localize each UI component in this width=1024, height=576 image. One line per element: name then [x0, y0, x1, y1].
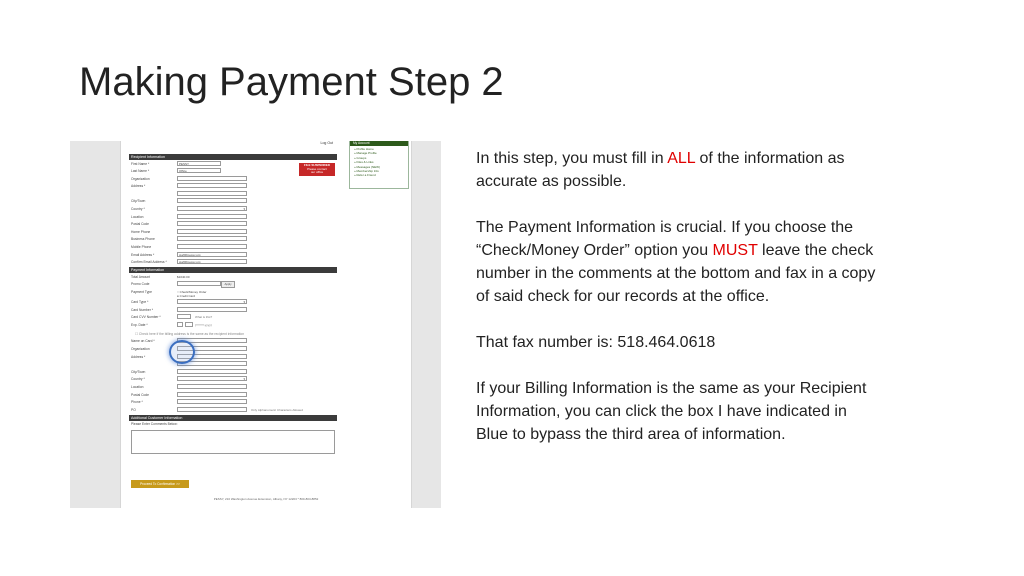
- account-sidebar: [349, 141, 409, 189]
- form-footer: PESSY, 210 Washington Avenue Extension, Albany, NY 12203 * 800-803-8852: [213, 497, 319, 501]
- field-input[interactable]: [177, 221, 247, 226]
- payment-type-label: Payment Type: [131, 290, 153, 294]
- field-label: First Name *: [131, 161, 150, 166]
- field-input[interactable]: [177, 244, 247, 249]
- instruction-fax: That fax number is: 518.464.0618: [476, 334, 716, 351]
- billing-row: [129, 345, 337, 353]
- comments-label: Please Enter Comments Below:: [131, 422, 178, 427]
- field-input[interactable]: [177, 229, 247, 234]
- chevron-down-icon: ▾: [243, 207, 245, 212]
- field-label: Name on Card *: [131, 339, 155, 344]
- field-label: PO: [131, 407, 136, 412]
- field-label: Location: [131, 214, 144, 219]
- recipient-row: [129, 221, 337, 229]
- highlight-circle: [169, 340, 195, 364]
- sidebar-heading: My Account: [350, 141, 408, 146]
- form-screenshot: [70, 141, 441, 508]
- field-input[interactable]: PESSY: [177, 161, 221, 166]
- field-label: Location: [131, 384, 144, 389]
- field-input[interactable]: [177, 183, 247, 188]
- expiry-format: (YYYY-yyyy): [195, 322, 212, 327]
- po-note: Only Alphanumeric Characters Allowed: [251, 407, 303, 412]
- billing-row: [129, 399, 337, 407]
- field-input[interactable]: [177, 384, 247, 389]
- field-label: City/Town: [131, 369, 146, 374]
- field-input[interactable]: [177, 392, 247, 397]
- field-label: Country *: [131, 377, 145, 382]
- field-label: Postal Code: [131, 392, 149, 397]
- cvv-help-link[interactable]: What is this?: [195, 315, 213, 320]
- card-number-input[interactable]: [177, 307, 247, 312]
- field-input[interactable]: [177, 206, 247, 211]
- radio-check-money-order[interactable]: ○ Check/Money Order: [177, 289, 207, 294]
- sidebar-link[interactable]: » Profile Home: [354, 147, 374, 151]
- field-input[interactable]: [177, 407, 247, 412]
- recipient-heading: Recipient Information: [129, 154, 337, 160]
- billing-row: [129, 338, 337, 346]
- payment-heading: Payment Information: [129, 267, 337, 273]
- additional-heading: Additional Customer Information: [129, 415, 337, 421]
- field-input[interactable]: Office: [177, 168, 221, 173]
- recipient-row: [129, 183, 337, 191]
- field-label: Business Phone: [131, 237, 155, 242]
- billing-row: [129, 353, 337, 361]
- apply-button[interactable]: Apply: [221, 281, 235, 288]
- total-label: Total Amount: [131, 274, 151, 279]
- field-label: Address *: [131, 354, 146, 359]
- promo-label: Promo Code: [131, 282, 150, 287]
- billing-row: [129, 383, 337, 391]
- recipient-row: [129, 175, 337, 183]
- file-suspended-badge: FILE SUSPENDED Please contact our office: [299, 163, 335, 176]
- instruction-billing: If your Billing Information is the same as your Recipient Information, you can click the box I have indicated in Blue to bypass the third area of information.: [476, 380, 867, 443]
- cvv-label: Card CVV Number *: [131, 315, 161, 320]
- field-input[interactable]: [177, 214, 247, 219]
- sidebar-link[interactable]: » Manage Profile: [354, 151, 377, 156]
- billing-row: [129, 376, 337, 384]
- field-label: Last Name *: [131, 169, 150, 174]
- sidebar-link[interactable]: » Messages (NEW): [354, 164, 381, 169]
- field-input[interactable]: [177, 191, 247, 196]
- recipient-row: [129, 228, 337, 236]
- field-label: Country *: [131, 207, 145, 212]
- payment-form: [129, 141, 337, 454]
- field-label: City/Town: [131, 199, 146, 204]
- comments-textarea[interactable]: [131, 430, 335, 454]
- form-page: [120, 141, 412, 508]
- instructions: [476, 147, 876, 469]
- cvv-input[interactable]: [177, 314, 191, 319]
- field-label: Address *: [131, 184, 146, 189]
- card-type-select[interactable]: ▾: [177, 299, 247, 304]
- field-label: Home Phone: [131, 229, 151, 234]
- total-value: $1040.00: [177, 274, 190, 279]
- field-input[interactable]: [177, 399, 247, 404]
- chevron-down-icon: ▾: [243, 377, 245, 382]
- sidebar-link[interactable]: » Membership Info: [354, 169, 379, 174]
- field-input[interactable]: staff@pessy.org: [177, 259, 247, 264]
- recipient-row: [129, 206, 337, 214]
- instruction-all-fields: In this step, you must fill in ALL of the information as accurate as possible.: [476, 150, 845, 190]
- field-input[interactable]: staff@pessy.org: [177, 252, 247, 257]
- proceed-button[interactable]: Proceed To Confirmation >>: [131, 480, 189, 488]
- expiry-label: Exp. Date *: [131, 322, 148, 327]
- recipient-row: [129, 236, 337, 244]
- field-label: Postal Code: [131, 222, 149, 227]
- same-address-checkbox-label[interactable]: ☐ Check here if the billing address is the same as the recipient information: [135, 331, 245, 336]
- billing-row: [129, 368, 337, 376]
- expiry-year-input[interactable]: [185, 322, 193, 327]
- card-type-label: Card Type *: [131, 300, 149, 304]
- card-number-label: Card Number *: [131, 307, 153, 312]
- field-label: Email Address *: [131, 252, 155, 257]
- logout-link[interactable]: Log Out: [320, 141, 333, 145]
- sidebar-link[interactable]: » Refer a Friend: [354, 173, 376, 178]
- field-label: Mobile Phone: [131, 245, 152, 250]
- billing-row: [129, 361, 337, 369]
- radio-credit-card[interactable]: ● Credit Card: [177, 293, 195, 298]
- sidebar-link[interactable]: » Files & Links: [354, 160, 374, 165]
- field-input[interactable]: [177, 176, 247, 181]
- billing-row: [129, 406, 337, 414]
- sidebar-link[interactable]: » Groups: [354, 155, 367, 160]
- expiry-month-input[interactable]: [177, 322, 183, 327]
- recipient-row: [129, 198, 337, 206]
- recipient-row: [129, 259, 337, 267]
- field-input[interactable]: [177, 236, 247, 241]
- billing-row: [129, 391, 337, 399]
- recipient-row: [129, 190, 337, 198]
- instruction-payment: The Payment Information is crucial. If you choose the “Check/Money Order” option you MUST leave the check number in the comments at the bottom and fax in a copy of said check for our records at the office.: [476, 219, 876, 305]
- billing-fields: [129, 338, 337, 414]
- field-input[interactable]: [177, 198, 247, 203]
- field-label: Confirm Email Address *: [131, 260, 167, 265]
- field-input[interactable]: [177, 369, 247, 374]
- recipient-row: [129, 251, 337, 259]
- promo-input[interactable]: [177, 281, 221, 286]
- slide-title: Making Payment Step 2: [79, 60, 504, 104]
- field-label: Organization: [131, 176, 150, 181]
- field-input[interactable]: [177, 376, 247, 381]
- recipient-row: [129, 213, 337, 221]
- recipient-row: [129, 244, 337, 252]
- field-label: Organization: [131, 346, 150, 351]
- field-label: Phone *: [131, 400, 143, 405]
